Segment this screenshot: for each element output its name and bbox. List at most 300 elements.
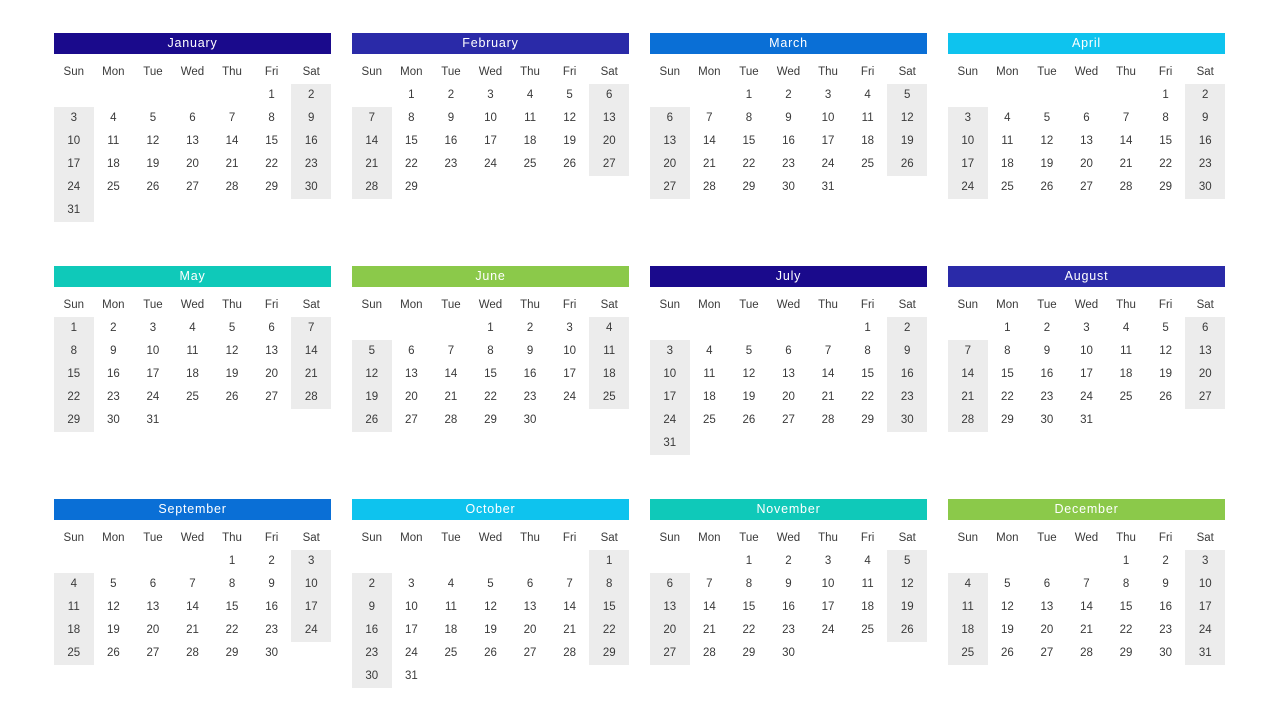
- day-cell[interactable]: 2: [110, 322, 117, 334]
- day-cell[interactable]: 13: [650, 596, 690, 619]
- day-cell[interactable]: 4: [706, 345, 713, 357]
- day-cell[interactable]: 16: [444, 135, 458, 147]
- day-cell[interactable]: 25: [444, 647, 458, 659]
- day-cell[interactable]: 2: [352, 573, 392, 596]
- day-cell[interactable]: 2: [1043, 322, 1051, 334]
- day-cell[interactable]: 29: [1119, 647, 1133, 659]
- day-cell[interactable]: 5: [352, 340, 392, 363]
- day-cell[interactable]: 27: [1185, 386, 1225, 409]
- day-cell[interactable]: 26: [352, 409, 392, 432]
- day-cell[interactable]: 10: [54, 130, 94, 153]
- day-cell[interactable]: 27: [186, 181, 199, 193]
- day-cell[interactable]: 13: [265, 345, 279, 357]
- day-cell[interactable]: 12: [146, 135, 160, 147]
- day-cell[interactable]: 19: [887, 596, 927, 619]
- day-cell[interactable]: 15: [1000, 368, 1014, 380]
- day-cell[interactable]: 14: [225, 135, 239, 147]
- day-cell[interactable]: 3: [487, 89, 494, 101]
- day-cell[interactable]: 1: [228, 555, 236, 567]
- day-cell[interactable]: 5: [487, 578, 494, 590]
- day-cell[interactable]: 14: [948, 363, 988, 386]
- day-cell[interactable]: 21: [702, 624, 716, 636]
- day-cell[interactable]: 12: [1000, 601, 1014, 613]
- day-cell[interactable]: 21: [291, 363, 331, 386]
- day-cell[interactable]: 10: [563, 345, 577, 357]
- day-cell[interactable]: 1: [487, 322, 494, 334]
- day-cell[interactable]: 2: [526, 322, 534, 334]
- day-cell[interactable]: 12: [742, 368, 756, 380]
- day-cell[interactable]: 18: [589, 363, 629, 386]
- day-cell[interactable]: 15: [1159, 135, 1173, 147]
- day-cell[interactable]: 29: [589, 642, 629, 665]
- day-cell[interactable]: 17: [650, 386, 690, 409]
- day-cell[interactable]: 4: [1004, 112, 1011, 124]
- day-cell[interactable]: 1: [745, 555, 753, 567]
- day-cell[interactable]: 21: [948, 386, 988, 409]
- day-cell[interactable]: 1: [54, 317, 94, 340]
- day-cell[interactable]: 21: [1080, 624, 1093, 636]
- day-cell[interactable]: 11: [444, 601, 457, 613]
- day-cell[interactable]: 23: [782, 158, 795, 170]
- day-cell[interactable]: 24: [1185, 619, 1225, 642]
- day-cell[interactable]: 9: [526, 345, 534, 357]
- day-cell[interactable]: 7: [706, 112, 713, 124]
- day-cell[interactable]: 13: [1040, 601, 1054, 613]
- day-cell[interactable]: 9: [291, 107, 331, 130]
- day-cell[interactable]: 2: [447, 89, 455, 101]
- day-cell[interactable]: 1: [745, 89, 753, 101]
- day-cell[interactable]: 17: [821, 601, 835, 613]
- day-cell[interactable]: 22: [265, 158, 279, 170]
- day-cell[interactable]: 15: [265, 135, 279, 147]
- day-cell[interactable]: 8: [745, 578, 753, 590]
- day-cell[interactable]: 26: [742, 414, 756, 426]
- day-cell[interactable]: 11: [107, 135, 120, 147]
- day-cell[interactable]: 19: [1000, 624, 1014, 636]
- day-cell[interactable]: 2: [1162, 555, 1169, 567]
- day-cell[interactable]: 12: [1040, 135, 1054, 147]
- day-cell[interactable]: 3: [650, 340, 690, 363]
- day-cell[interactable]: 11: [589, 340, 629, 363]
- day-cell[interactable]: 27: [782, 414, 795, 426]
- day-cell[interactable]: 8: [487, 345, 494, 357]
- day-cell[interactable]: 25: [948, 642, 988, 665]
- day-cell[interactable]: 18: [186, 368, 199, 380]
- day-cell[interactable]: 15: [54, 363, 94, 386]
- day-cell[interactable]: 8: [268, 112, 275, 124]
- day-cell[interactable]: 24: [563, 391, 577, 403]
- day-cell[interactable]: 21: [563, 624, 577, 636]
- day-cell[interactable]: 11: [861, 578, 874, 590]
- day-cell[interactable]: 9: [268, 578, 275, 590]
- day-cell[interactable]: 30: [1185, 176, 1225, 199]
- day-cell[interactable]: 6: [526, 578, 534, 590]
- day-cell[interactable]: 2: [887, 317, 927, 340]
- day-cell[interactable]: 29: [225, 647, 239, 659]
- day-cell[interactable]: 26: [225, 391, 239, 403]
- day-cell[interactable]: 10: [1080, 345, 1093, 357]
- day-cell[interactable]: 6: [268, 322, 275, 334]
- day-cell[interactable]: 6: [408, 345, 415, 357]
- day-cell[interactable]: 11: [524, 112, 537, 124]
- day-cell[interactable]: 31: [54, 199, 94, 222]
- day-cell[interactable]: 12: [1159, 345, 1173, 357]
- day-cell[interactable]: 31: [404, 670, 418, 682]
- day-cell[interactable]: 29: [861, 414, 875, 426]
- day-cell[interactable]: 13: [186, 135, 199, 147]
- day-cell[interactable]: 9: [785, 578, 792, 590]
- day-cell[interactable]: 16: [523, 368, 537, 380]
- day-cell[interactable]: 31: [650, 432, 690, 455]
- day-cell[interactable]: 10: [650, 363, 690, 386]
- day-cell[interactable]: 26: [1040, 181, 1054, 193]
- day-cell[interactable]: 13: [650, 130, 690, 153]
- day-cell[interactable]: 17: [146, 368, 160, 380]
- day-cell[interactable]: 2: [291, 84, 331, 107]
- day-cell[interactable]: 30: [291, 176, 331, 199]
- day-cell[interactable]: 8: [54, 340, 94, 363]
- day-cell[interactable]: 12: [352, 363, 392, 386]
- day-cell[interactable]: 19: [484, 624, 497, 636]
- day-cell[interactable]: 17: [948, 153, 988, 176]
- day-cell[interactable]: 24: [650, 409, 690, 432]
- day-cell[interactable]: 21: [186, 624, 199, 636]
- day-cell[interactable]: 19: [352, 386, 392, 409]
- day-cell[interactable]: 5: [228, 322, 236, 334]
- day-cell[interactable]: 6: [1185, 317, 1225, 340]
- day-cell[interactable]: 22: [589, 619, 629, 642]
- day-cell[interactable]: 27: [650, 176, 690, 199]
- day-cell[interactable]: 16: [782, 135, 795, 147]
- day-cell[interactable]: 23: [523, 391, 537, 403]
- day-cell[interactable]: 27: [1040, 647, 1054, 659]
- day-cell[interactable]: 8: [1162, 112, 1169, 124]
- day-cell[interactable]: 7: [706, 578, 713, 590]
- day-cell[interactable]: 13: [404, 368, 418, 380]
- day-cell[interactable]: 3: [408, 578, 415, 590]
- day-cell[interactable]: 1: [1122, 555, 1130, 567]
- day-cell[interactable]: 29: [265, 181, 279, 193]
- day-cell[interactable]: 30: [1159, 647, 1173, 659]
- day-cell[interactable]: 22: [742, 158, 756, 170]
- day-cell[interactable]: 21: [1119, 158, 1133, 170]
- day-cell[interactable]: 7: [291, 317, 331, 340]
- day-cell[interactable]: 21: [702, 158, 716, 170]
- day-cell[interactable]: 26: [1000, 647, 1014, 659]
- day-cell[interactable]: 31: [146, 414, 160, 426]
- day-cell[interactable]: 26: [106, 647, 120, 659]
- day-cell[interactable]: 9: [110, 345, 117, 357]
- day-cell[interactable]: 29: [742, 181, 756, 193]
- day-cell[interactable]: 12: [887, 107, 927, 130]
- day-cell[interactable]: 20: [782, 391, 795, 403]
- day-cell[interactable]: 15: [1119, 601, 1133, 613]
- day-cell[interactable]: 23: [291, 153, 331, 176]
- day-cell[interactable]: 26: [563, 158, 577, 170]
- day-cell[interactable]: 16: [265, 601, 279, 613]
- day-cell[interactable]: 18: [523, 135, 537, 147]
- day-cell[interactable]: 18: [444, 624, 458, 636]
- day-cell[interactable]: 5: [110, 578, 117, 590]
- day-cell[interactable]: 16: [352, 619, 392, 642]
- day-cell[interactable]: 25: [1000, 181, 1014, 193]
- day-cell[interactable]: 4: [526, 89, 534, 101]
- day-cell[interactable]: 25: [106, 181, 120, 193]
- day-cell[interactable]: 18: [106, 158, 120, 170]
- day-cell[interactable]: 3: [291, 550, 331, 573]
- day-cell[interactable]: 28: [1119, 181, 1133, 193]
- day-cell[interactable]: 10: [291, 573, 331, 596]
- day-cell[interactable]: 28: [186, 647, 199, 659]
- day-cell[interactable]: 8: [408, 112, 415, 124]
- day-cell[interactable]: 26: [146, 181, 160, 193]
- day-cell[interactable]: 24: [291, 619, 331, 642]
- day-cell[interactable]: 23: [265, 624, 279, 636]
- day-cell[interactable]: 12: [887, 573, 927, 596]
- day-cell[interactable]: 11: [948, 596, 988, 619]
- day-cell[interactable]: 21: [352, 153, 392, 176]
- day-cell[interactable]: 18: [861, 601, 875, 613]
- day-cell[interactable]: 7: [352, 107, 392, 130]
- day-cell[interactable]: 16: [1040, 368, 1054, 380]
- day-cell[interactable]: 17: [1080, 368, 1093, 380]
- day-cell[interactable]: 28: [225, 181, 239, 193]
- day-cell[interactable]: 13: [1080, 135, 1093, 147]
- day-cell[interactable]: 16: [1185, 130, 1225, 153]
- day-cell[interactable]: 24: [484, 158, 497, 170]
- day-cell[interactable]: 26: [1159, 391, 1173, 403]
- day-cell[interactable]: 21: [821, 391, 835, 403]
- day-cell[interactable]: 21: [444, 391, 458, 403]
- day-cell[interactable]: 18: [861, 135, 875, 147]
- day-cell[interactable]: 23: [782, 624, 795, 636]
- day-cell[interactable]: 19: [742, 391, 756, 403]
- day-cell[interactable]: 28: [821, 414, 835, 426]
- day-cell[interactable]: 8: [589, 573, 629, 596]
- day-cell[interactable]: 9: [1043, 345, 1051, 357]
- day-cell[interactable]: 24: [404, 647, 418, 659]
- day-cell[interactable]: 20: [1080, 158, 1093, 170]
- day-cell[interactable]: 4: [948, 573, 988, 596]
- day-cell[interactable]: 16: [782, 601, 795, 613]
- day-cell[interactable]: 6: [650, 107, 690, 130]
- day-cell[interactable]: 18: [702, 391, 716, 403]
- day-cell[interactable]: 30: [782, 181, 795, 193]
- day-cell[interactable]: 27: [1080, 181, 1093, 193]
- day-cell[interactable]: 14: [291, 340, 331, 363]
- day-cell[interactable]: 11: [861, 112, 874, 124]
- day-cell[interactable]: 19: [225, 368, 239, 380]
- day-cell[interactable]: 13: [782, 368, 795, 380]
- day-cell[interactable]: 23: [1185, 153, 1225, 176]
- day-cell[interactable]: 24: [948, 176, 988, 199]
- day-cell[interactable]: 14: [821, 368, 835, 380]
- day-cell[interactable]: 25: [861, 624, 875, 636]
- day-cell[interactable]: 11: [186, 345, 199, 357]
- day-cell[interactable]: 25: [1119, 391, 1133, 403]
- day-cell[interactable]: 18: [54, 619, 94, 642]
- day-cell[interactable]: 17: [821, 135, 835, 147]
- day-cell[interactable]: 13: [523, 601, 537, 613]
- day-cell[interactable]: 4: [1122, 322, 1130, 334]
- day-cell[interactable]: 1: [268, 89, 275, 101]
- day-cell[interactable]: 20: [1185, 363, 1225, 386]
- day-cell[interactable]: 20: [1040, 624, 1054, 636]
- day-cell[interactable]: 14: [702, 135, 716, 147]
- day-cell[interactable]: 24: [146, 391, 160, 403]
- day-cell[interactable]: 9: [785, 112, 792, 124]
- day-cell[interactable]: 6: [650, 573, 690, 596]
- day-cell[interactable]: 13: [1185, 340, 1225, 363]
- day-cell[interactable]: 3: [824, 89, 832, 101]
- day-cell[interactable]: 2: [785, 555, 792, 567]
- day-cell[interactable]: 15: [484, 368, 497, 380]
- day-cell[interactable]: 13: [589, 107, 629, 130]
- day-cell[interactable]: 14: [702, 601, 716, 613]
- day-cell[interactable]: 5: [745, 345, 753, 357]
- day-cell[interactable]: 5: [566, 89, 573, 101]
- day-cell[interactable]: 28: [291, 386, 331, 409]
- day-cell[interactable]: 3: [1185, 550, 1225, 573]
- day-cell[interactable]: 26: [484, 647, 497, 659]
- day-cell[interactable]: 6: [785, 345, 792, 357]
- day-cell[interactable]: 1: [589, 550, 629, 573]
- day-cell[interactable]: 11: [1001, 135, 1014, 147]
- day-cell[interactable]: 10: [1185, 573, 1225, 596]
- day-cell[interactable]: 29: [1159, 181, 1173, 193]
- day-cell[interactable]: 27: [589, 153, 629, 176]
- day-cell[interactable]: 31: [821, 181, 835, 193]
- day-cell[interactable]: 27: [265, 391, 279, 403]
- day-cell[interactable]: 16: [1159, 601, 1173, 613]
- day-cell[interactable]: 1: [1162, 89, 1169, 101]
- day-cell[interactable]: 7: [189, 578, 196, 590]
- day-cell[interactable]: 15: [742, 135, 756, 147]
- day-cell[interactable]: 23: [887, 386, 927, 409]
- day-cell[interactable]: 22: [54, 386, 94, 409]
- day-cell[interactable]: 17: [484, 135, 497, 147]
- day-cell[interactable]: 30: [106, 414, 120, 426]
- day-cell[interactable]: 28: [1080, 647, 1093, 659]
- day-cell[interactable]: 10: [821, 578, 835, 590]
- day-cell[interactable]: 7: [1083, 578, 1090, 590]
- day-cell[interactable]: 17: [54, 153, 94, 176]
- day-cell[interactable]: 5: [887, 550, 927, 573]
- day-cell[interactable]: 14: [1119, 135, 1133, 147]
- day-cell[interactable]: 16: [106, 368, 120, 380]
- day-cell[interactable]: 20: [265, 368, 279, 380]
- day-cell[interactable]: 30: [265, 647, 279, 659]
- day-cell[interactable]: 17: [563, 368, 577, 380]
- day-cell[interactable]: 30: [782, 647, 795, 659]
- day-cell[interactable]: 19: [563, 135, 577, 147]
- day-cell[interactable]: 8: [1004, 345, 1011, 357]
- day-cell[interactable]: 9: [1162, 578, 1169, 590]
- day-cell[interactable]: 24: [1080, 391, 1093, 403]
- day-cell[interactable]: 15: [589, 596, 629, 619]
- day-cell[interactable]: 20: [650, 153, 690, 176]
- day-cell[interactable]: 22: [742, 624, 756, 636]
- day-cell[interactable]: 23: [106, 391, 120, 403]
- day-cell[interactable]: 12: [484, 601, 497, 613]
- day-cell[interactable]: 19: [1159, 368, 1173, 380]
- day-cell[interactable]: 23: [1159, 624, 1173, 636]
- day-cell[interactable]: 4: [589, 317, 629, 340]
- day-cell[interactable]: 2: [1185, 84, 1225, 107]
- day-cell[interactable]: 5: [1004, 578, 1011, 590]
- day-cell[interactable]: 23: [1040, 391, 1054, 403]
- day-cell[interactable]: 9: [1185, 107, 1225, 130]
- day-cell[interactable]: 4: [110, 112, 117, 124]
- day-cell[interactable]: 4: [54, 573, 94, 596]
- day-cell[interactable]: 29: [742, 647, 756, 659]
- day-cell[interactable]: 4: [864, 89, 871, 101]
- day-cell[interactable]: 3: [566, 322, 573, 334]
- day-cell[interactable]: 16: [291, 130, 331, 153]
- day-cell[interactable]: 3: [824, 555, 832, 567]
- day-cell[interactable]: 3: [54, 107, 94, 130]
- day-cell[interactable]: 3: [948, 107, 988, 130]
- day-cell[interactable]: 22: [404, 158, 418, 170]
- day-cell[interactable]: 10: [948, 130, 988, 153]
- day-cell[interactable]: 19: [1040, 158, 1054, 170]
- day-cell[interactable]: 17: [404, 624, 418, 636]
- day-cell[interactable]: 18: [1119, 368, 1133, 380]
- day-cell[interactable]: 6: [1083, 112, 1090, 124]
- day-cell[interactable]: 22: [225, 624, 239, 636]
- day-cell[interactable]: 14: [1080, 601, 1093, 613]
- day-cell[interactable]: 2: [785, 89, 792, 101]
- day-cell[interactable]: 5: [1043, 112, 1051, 124]
- day-cell[interactable]: 11: [54, 596, 94, 619]
- day-cell[interactable]: 7: [948, 340, 988, 363]
- day-cell[interactable]: 3: [149, 322, 157, 334]
- day-cell[interactable]: 29: [54, 409, 94, 432]
- day-cell[interactable]: 21: [225, 158, 239, 170]
- day-cell[interactable]: 12: [563, 112, 577, 124]
- day-cell[interactable]: 30: [887, 409, 927, 432]
- day-cell[interactable]: 22: [861, 391, 875, 403]
- day-cell[interactable]: 4: [189, 322, 196, 334]
- day-cell[interactable]: 7: [1122, 112, 1130, 124]
- day-cell[interactable]: 13: [146, 601, 160, 613]
- day-cell[interactable]: 10: [484, 112, 497, 124]
- day-cell[interactable]: 1: [408, 89, 415, 101]
- day-cell[interactable]: 29: [404, 181, 418, 193]
- day-cell[interactable]: 24: [821, 624, 835, 636]
- day-cell[interactable]: 5: [149, 112, 157, 124]
- day-cell[interactable]: 20: [146, 624, 160, 636]
- day-cell[interactable]: 15: [742, 601, 756, 613]
- day-cell[interactable]: 28: [702, 181, 716, 193]
- day-cell[interactable]: 19: [106, 624, 120, 636]
- day-cell[interactable]: 11: [1120, 345, 1133, 357]
- day-cell[interactable]: 15: [861, 368, 875, 380]
- day-cell[interactable]: 25: [861, 158, 875, 170]
- day-cell[interactable]: 29: [1000, 414, 1014, 426]
- day-cell[interactable]: 25: [589, 386, 629, 409]
- day-cell[interactable]: 12: [225, 345, 239, 357]
- day-cell[interactable]: 7: [566, 578, 573, 590]
- day-cell[interactable]: 30: [1040, 414, 1054, 426]
- day-cell[interactable]: 14: [444, 368, 458, 380]
- day-cell[interactable]: 25: [702, 414, 716, 426]
- day-cell[interactable]: 22: [1159, 158, 1173, 170]
- day-cell[interactable]: 6: [1043, 578, 1051, 590]
- day-cell[interactable]: 12: [106, 601, 120, 613]
- day-cell[interactable]: 9: [352, 596, 392, 619]
- day-cell[interactable]: 1: [864, 322, 871, 334]
